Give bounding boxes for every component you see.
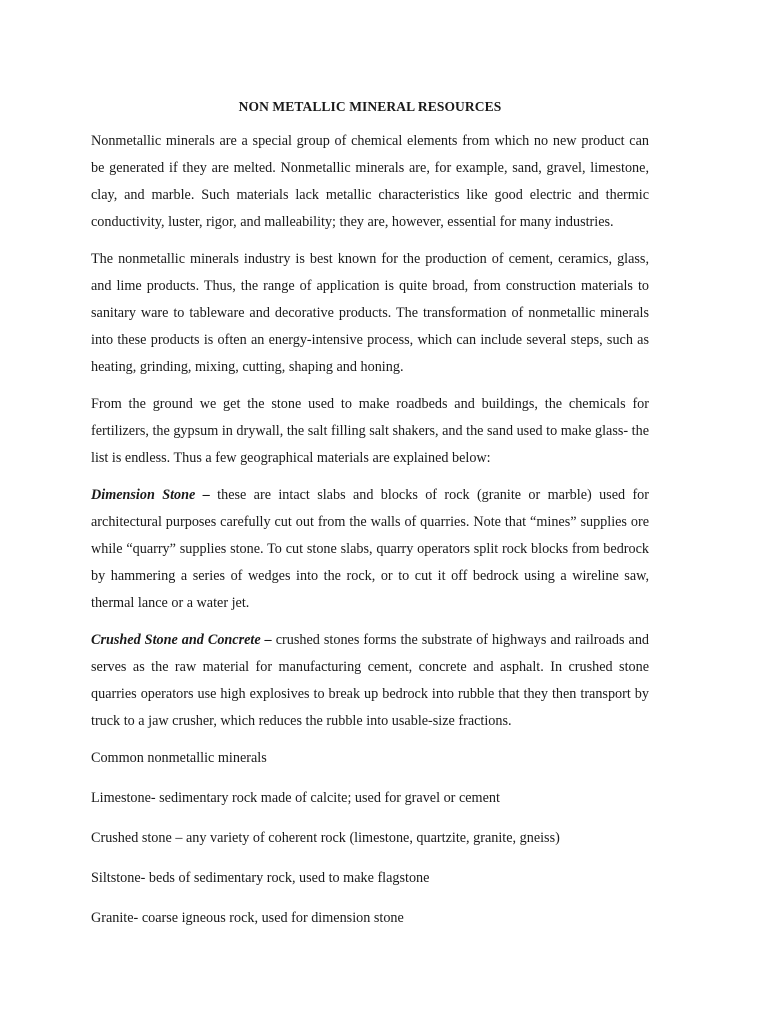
text-dimension-stone: these are intact slabs and blocks of rock (granite or marble) used for architectural purposes carefully cut out from the walls of quarries. Note that “mines” supplies ore while “quarry” supplies stone. To cut stone slabs, quarry operators split rock blocks from bedrock by hammering a series of wedges into the rock, or to cut it off bedrock using a wireline saw, thermal lance or a water jet. bbox=[91, 487, 649, 611]
text-crushed-stone: crushed stones forms the substrate of highways and railroads and serves as the raw material for manufacturing cement, concrete and asphalt. In crushed stone quarries operators use high explosives to break up bedrock into rubble that they then transport by truck to a jaw crusher, which reduces the rubble into usable-size fractions. bbox=[91, 632, 650, 729]
paragraph-intro: Nonmetallic minerals are a special group of chemical elements from which no new product can be generated if they are melted. Nonmetallic minerals are, for example, sand, gravel, limestone, clay, and marble. Such materials lack metallic characteristics like good electric and thermic conductivity, luster, rigor, and malleability; they are, however, essential for many industries. bbox=[91, 133, 649, 230]
term-dimension-stone: Dimension Stone – bbox=[91, 487, 210, 503]
list-item: Siltstone- beds of sedimentary rock, used to make flagstone bbox=[91, 870, 430, 886]
paragraph-industry: The nonmetallic minerals industry is best known for the production of cement, ceramics, glass, and lime products. Thus, the range of application is quite broad, from construction materials to sanitary ware to tableware and decorative products. The transformation of nonmetallic minerals into these products is often an energy-intensive process, which can include several steps, such as heating, grinding, mixing, cutting, shaping and honing. bbox=[91, 251, 649, 375]
list-heading: Common nonmetallic minerals bbox=[91, 750, 267, 766]
list-item: Limestone- sedimentary rock made of calcite; used for gravel or cement bbox=[91, 790, 500, 806]
document-page bbox=[91, 93, 649, 945]
term-crushed-stone: Crushed Stone and Concrete – bbox=[91, 632, 272, 648]
document-title: NON METALLIC MINERAL RESOURCES bbox=[238, 99, 502, 114]
list-item: Crushed stone – any variety of coherent rock (limestone, quartzite, granite, gneiss) bbox=[91, 830, 560, 846]
list-item: Granite- coarse igneous rock, used for dimension stone bbox=[91, 910, 404, 926]
paragraph-dimension-stone bbox=[91, 482, 649, 617]
paragraph-crushed-stone bbox=[91, 627, 649, 735]
paragraph-ground: From the ground we get the stone used to make roadbeds and buildings, the chemicals for fertilizers, the gypsum in drywall, the salt filling salt shakers, and the sand used to make glass- the list is endless. Thus a few geographical materials are explained below: bbox=[91, 396, 649, 466]
